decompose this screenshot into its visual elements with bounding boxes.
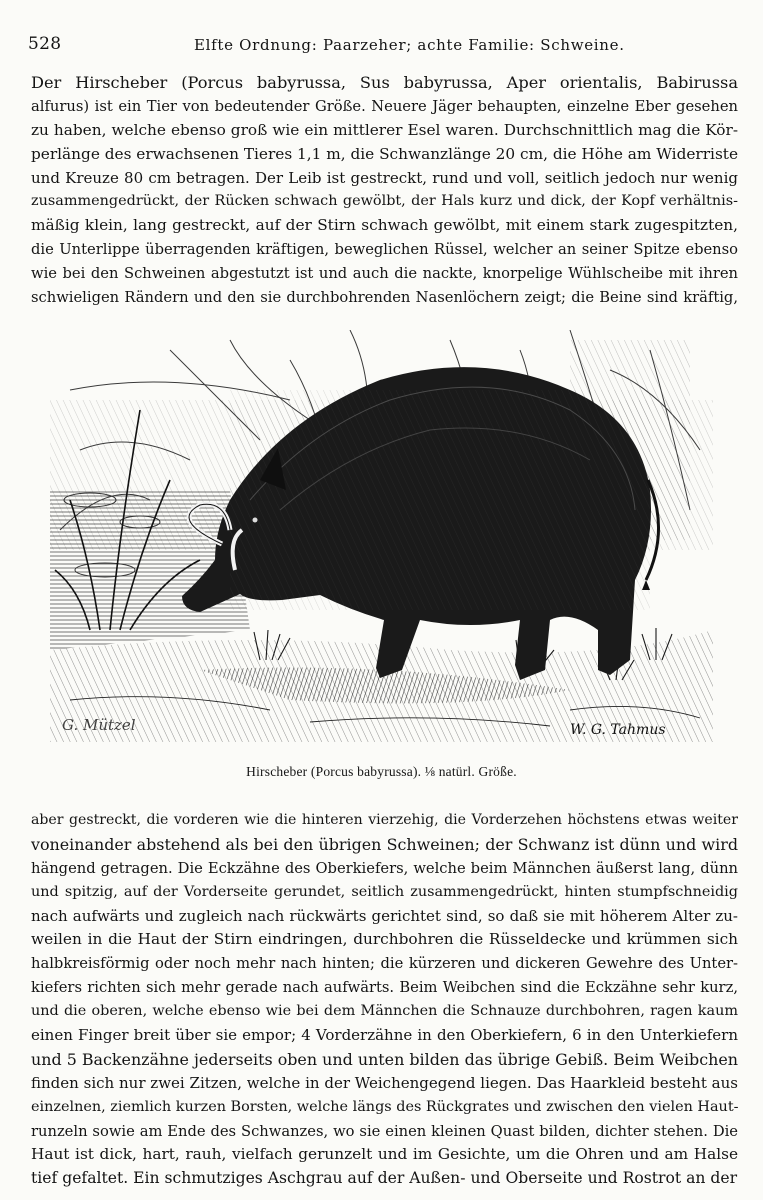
text-line: finden sich nur zwei Zitzen, welche in der Weichengegend liegen. Das Haarkleid besteht aus [31,1073,738,1092]
babirusa-animal [182,367,659,680]
text-line: zu haben, welche ebenso groß wie ein mittlerer Esel waren. Durchschnittlich mag die Kör- [31,120,738,139]
text-line: und spitzig, auf der Vorderseite gerundet, seitlich zusammengedrückt, hinten stumpfschneidig [31,883,738,900]
text-line: schwieligen Rändern und den sie durchbohrenden Nasenlöchern zeigt; die Beine sind kräftig, [31,289,738,307]
caption-text: Hirscheber (Porcus babyrussa). ⅛ natürl. Größe. [246,764,517,779]
text-line: und die oberen, welche ebenso wie bei dem Männchen die Schnauze durchbohren, ragen kaum [31,1003,738,1020]
text-line: wie bei den Schweinen abgestutzt ist und auch die nackte, knorpelige Wühlscheibe mit ihren [31,265,738,283]
text-line: die Unterlippe überragenden kräftigen, beweglichen Rüssel, welcher an seiner Spitze ebenso [31,241,738,259]
text-line: tief gefaltet. Ein schmutziges Aschgrau auf der Außen- und Oberseite und Rostrot an der [31,1169,738,1188]
text-line: runzeln sowie am Ende des Schwanzes, wo sie einen kleinen Quast bilden, dichter stehen. Die [31,1122,738,1140]
engraver-signature-right: W. G. Tahmus [570,722,666,738]
text-line: einen Finger breit über sie empor; 4 Vorderzähne in den Oberkiefern, 6 in den Unterkiefern [31,1026,738,1045]
text-line: nach aufwärts und zugleich nach rückwärts gerichtet sind, so daß sie mit höherem Alter zu- [31,906,738,925]
page-header [28,34,743,56]
text-line: Haut ist dick, hart, rauh, vielfach gerunzelt und im Gesichte, um die Ohren und am Halse [31,1145,738,1164]
text-line: zusammengedrückt, der Rücken schwach gewölbt, der Hals kurz und dick, der Kopf verhältnis- [31,193,738,210]
text-line: halbkreisförmig oder noch mehr nach hinten; die kürzeren und dickeren Gewehre des Unter- [31,955,738,973]
body-text-bottom [31,809,738,1191]
body-text-top [31,71,738,310]
artist-signature-left: G. Mützel [62,716,136,734]
babirusa-engraving [50,330,713,742]
text-line: und 5 Backenzähne jederseits oben und unten bilden das übrige Gebiß. Beim Weibchen [31,1049,738,1069]
text-line: alfurus) ist ein Tier von bedeutender Größe. Neuere Jäger behaupten, einzelne Eber gesehen [31,97,738,115]
text-line: hängend getragen. Die Eckzähne des Oberkiefers, welche beim Männchen äußerst lang, dünn [31,859,738,877]
text-line: Der Hirscheber (Porcus babyrussa, Sus babyrussa, Aper orientalis, Babirussa [31,73,738,92]
text-line: einzelnen, ziemlich kurzen Borsten, welche längs des Rückgrates und zwischen den vielen Haut- [31,1098,739,1115]
text-line: voneinander abstehend als bei den übrigen Schweinen; der Schwanz ist dünn und wird [31,834,738,854]
page-number: 528 [28,34,62,54]
text-line: mäßig klein, lang gestreckt, auf der Stirn schwach gewölbt, mit einem stark zugespitzten, [31,216,738,235]
text-line: aber gestreckt, die vorderen wie die hinteren vierzehig, die Vorderzehen höchstens etwas weiter [31,812,738,828]
text-line: weilen in die Haut der Stirn eindringen, durchbohren die Rüsseldecke und krümmen sich [31,930,738,949]
text-line: perlänge des erwachsenen Tieres 1,1 m, die Schwanzlänge 20 cm, die Höhe am Widerriste [31,144,738,163]
figure-caption [0,764,763,780]
text-line: kiefers richten sich mehr gerade nach aufwärts. Beim Weibchen sind die Eckzähne sehr kurz, [31,979,738,997]
running-head: Elfte Ordnung: Paarzeher; achte Familie: Schweine. [194,36,625,54]
text-line: und Kreuze 80 cm betragen. Der Leib ist gestreckt, rund und voll, seitlich jedoch nur wenig [31,168,738,187]
